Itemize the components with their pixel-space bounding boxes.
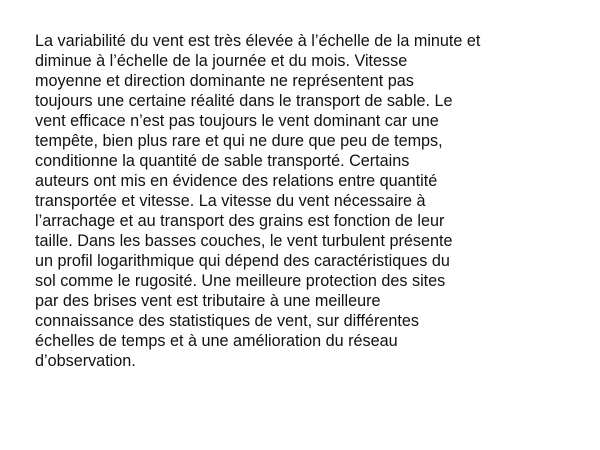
text-line-8: auteurs ont mis en évidence des relations entre quantité (35, 172, 438, 190)
text-line-5: vent efficace n’est pas toujours le vent dominant car une (35, 112, 439, 130)
text-line-6: tempête, bien plus rare et qui ne dure que peu de temps, (35, 132, 443, 150)
text-line-13: sol comme le rugosité. Une meilleure protection des sites (35, 272, 446, 290)
text-line-14: par des brises vent est tributaire à une meilleure (35, 292, 381, 310)
text-line-17: d’observation. (35, 352, 136, 370)
text-line-9: transportée et vitesse. La vitesse du vent nécessaire à (35, 192, 426, 210)
body-paragraph (35, 31, 589, 371)
text-line-12: un profil logarithmique qui dépend des caractéristiques du (35, 252, 450, 270)
text-line-1: La variabilité du vent est très élevée à l’échelle de la minute et (35, 32, 481, 50)
text-line-2: diminue à l’échelle de la journée et du mois. Vitesse (35, 52, 408, 70)
text-line-3: moyenne et direction dominante ne représentent pas (35, 72, 414, 90)
text-line-16: échelles de temps et à une amélioration du réseau (35, 332, 398, 350)
text-line-15: connaissance des statistiques de vent, sur différentes (35, 312, 419, 330)
text-line-10: l’arrachage et au transport des grains est fonction de leur (35, 212, 445, 230)
text-line-4: toujours une certaine réalité dans le transport de sable. Le (35, 92, 453, 110)
text-line-7: conditionne la quantité de sable transporté. Certains (35, 152, 410, 170)
text-line-11: taille. Dans les basses couches, le vent turbulent présente (35, 232, 453, 250)
